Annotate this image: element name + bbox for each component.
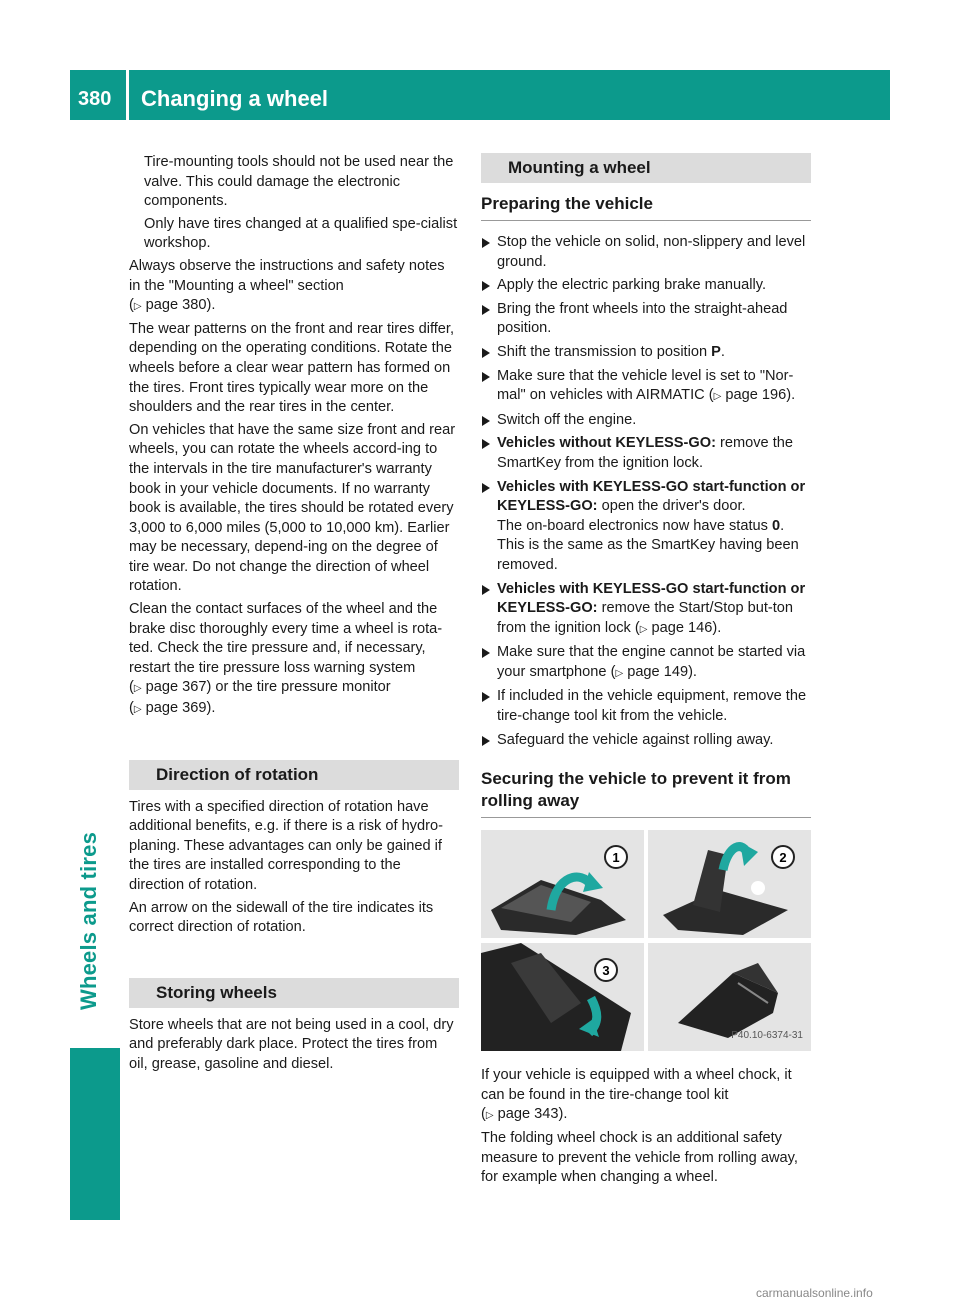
list-item: Shift the transmission to position P. xyxy=(481,343,811,363)
figure-panel-assembled xyxy=(648,943,811,1051)
page-ref-link[interactable]: page 369). xyxy=(145,700,216,717)
wheel-chock-lock-icon xyxy=(481,943,644,1051)
page-ref-link[interactable]: page 343). xyxy=(497,1106,568,1123)
list-item: If included in the vehicle equipment, remove the tire-change tool kit from the vehicle. xyxy=(481,687,811,726)
arrow-bullet-icon xyxy=(482,281,490,291)
paragraph-rotate: On vehicles that have the same size front and rear wheels, you can rotate the wheels accord-ing to the intervals in the tire manufacturer's warranty book in your vehicle documents. If no warranty book is available, the tires should be rotated every 3,000 to 6,000 miles (5,000 to 10,000 km). Earlier may be necessary, depend-ing on the degree of tire wear. Do not change the direction of wheel rotation. xyxy=(129,421,456,595)
paragraph-clean: Clean the contact surfaces of the wheel and the brake disc thoroughly every time a wheel is rota-ted. Check the tire pressure and, if necessary, restart the tire pressure loss warning system (▷ page 367) or the tire pressure monitor (▷ page 369). xyxy=(129,601,443,717)
page-ref-icon: ▷ xyxy=(713,391,722,403)
watermark: carmanualsonline.info xyxy=(756,1286,873,1300)
page-ref-icon: ▷ xyxy=(615,667,624,679)
section-storing-wheels: Storing wheels xyxy=(129,978,459,1008)
page-number: 380 xyxy=(78,88,112,110)
list-item: Safeguard the vehicle against rolling away. xyxy=(481,731,811,751)
arrow-bullet-icon xyxy=(482,416,490,426)
paragraph-wheel-chock: If your vehicle is equipped with a wheel chock, it can be found in the tire-change tool kit (▷ page 343). xyxy=(481,1067,792,1123)
paragraph-safety-text: Always observe the instructions and safety notes in the "Mounting a wheel" section xyxy=(129,257,445,294)
page-ref-link[interactable]: page 146). xyxy=(651,619,722,636)
paragraph-safety: Always observe the instructions and safety notes in the "Mounting a wheel" section (▷ page 380). xyxy=(129,257,445,314)
chapter-tab xyxy=(70,1048,120,1220)
paragraph-clean-text: Clean the contact surfaces of the wheel and the brake disc thoroughly every time a wheel is rota-ted. Check the tire pressure and, if necessary, restart the tire pressure loss warning system xyxy=(129,601,443,676)
arrow-bullet-icon xyxy=(482,483,490,493)
arrow-bullet-icon xyxy=(482,585,490,595)
arrow-bullet-icon xyxy=(482,348,490,358)
heading-rule xyxy=(481,817,811,818)
list-item: Bring the front wheels into the straight-ahead position. xyxy=(481,300,811,339)
figure-panel-step-2 xyxy=(648,830,811,938)
arrow-bullet-icon xyxy=(482,372,490,382)
header-divider xyxy=(126,70,129,120)
heading-securing-vehicle: Securing the vehicle to prevent it from rolling away xyxy=(481,769,791,811)
list-item: Vehicles without KEYLESS-GO: remove the SmartKey from the ignition lock. xyxy=(481,434,811,473)
page-title: Changing a wheel xyxy=(141,86,329,111)
list-item: Stop the vehicle on solid, non-slippery and level ground. xyxy=(481,233,811,272)
step-number-3: 3 xyxy=(602,963,610,979)
step-number-2: 2 xyxy=(779,850,787,866)
heading-preparing-vehicle: Preparing the vehicle xyxy=(481,194,653,213)
arrow-bullet-icon xyxy=(482,238,490,248)
list-item: Switch off the engine. xyxy=(481,411,811,431)
step-number-1: 1 xyxy=(612,850,620,866)
wheel-chock-unfold-icon xyxy=(481,830,644,938)
page-ref-link[interactable]: page 149). xyxy=(627,663,697,680)
arrow-bullet-icon xyxy=(482,736,490,746)
page-ref-icon: ▷ xyxy=(485,1110,494,1122)
right-column xyxy=(481,153,811,1191)
list-item: Vehicles with KEYLESS-GO start-function or KEYLESS-GO: open the driver's door. The on-board electronics now have status 0. This is the same as the SmartKey having been removed. xyxy=(481,478,811,576)
page-ref-icon: ▷ xyxy=(133,704,142,716)
paragraph-storing: Store wheels that are not being used in a cool, dry and preferably dark place. Protect the tires from oil, grease, gasoline and diesel. xyxy=(129,1016,454,1072)
section-direction-of-rotation: Direction of rotation xyxy=(129,760,459,790)
page-ref-link[interactable]: page 367) or the tire pressure monitor xyxy=(145,679,391,696)
paragraph-folding-chock: The folding wheel chock is an additional safety measure to prevent the vehicle from rolling away, for example when changing a wheel. xyxy=(481,1130,798,1186)
paragraph-direction-1: Tires with a specified direction of rotation have additional benefits, e.g. if there is a risk of hydro-planing. These advantages can only be gained if the tires are installed corresponding to the direction of rotation. xyxy=(129,798,443,893)
paragraph-direction-2: An arrow on the sidewall of the tire indicates its correct direction of rotation. xyxy=(129,899,434,936)
wheel-chock-raise-icon xyxy=(648,830,811,938)
chapter-title: Wheels and tires xyxy=(76,831,101,1010)
page-ref-icon: ▷ xyxy=(133,301,142,313)
heading-rule xyxy=(481,220,811,221)
page-ref-icon: ▷ xyxy=(639,623,648,635)
wheel-chock-figure xyxy=(481,830,811,1052)
paragraph-wear: The wear patterns on the front and rear tires differ, depending on the operating conditions. Rotate the wheels before a clear wear pattern has formed on the tires. Front tires typically wear more on the shoulders and the rear tires in the center. xyxy=(129,320,455,416)
arrow-bullet-icon xyxy=(482,439,490,449)
section-mounting-a-wheel: Mounting a wheel xyxy=(481,153,811,183)
left-column xyxy=(129,153,459,1078)
list-item: Vehicles with KEYLESS-GO start-function or KEYLESS-GO: remove the Start/Stop but-ton from the ignition lock (▷ page 146). xyxy=(481,580,811,640)
page-ref-link[interactable]: page 196). xyxy=(725,387,796,404)
preparation-steps xyxy=(481,233,811,750)
figure-panel-step-3 xyxy=(481,943,644,1051)
intro-note-2: Only have tires changed at a qualified spe-cialist workshop. xyxy=(144,215,458,252)
list-item: Make sure that the engine cannot be started via your smartphone (▷ page 149). xyxy=(481,643,811,683)
arrow-bullet-icon xyxy=(482,305,490,315)
arrow-bullet-icon xyxy=(482,648,490,658)
page-ref-link[interactable]: page 380). xyxy=(145,297,216,314)
page-ref-icon: ▷ xyxy=(133,683,142,695)
list-item: Apply the electric parking brake manually. xyxy=(481,276,811,296)
arrow-bullet-icon xyxy=(482,692,490,702)
list-item: Make sure that the vehicle level is set to "Nor-mal" on vehicles with AIRMATIC (▷ page 196). xyxy=(481,367,811,407)
figure-code: P40.10-6374-31 xyxy=(731,1029,803,1041)
intro-note-1: Tire-mounting tools should not be used near the valve. This could damage the electronic components. xyxy=(144,154,454,210)
figure-panel-step-1 xyxy=(481,830,644,938)
